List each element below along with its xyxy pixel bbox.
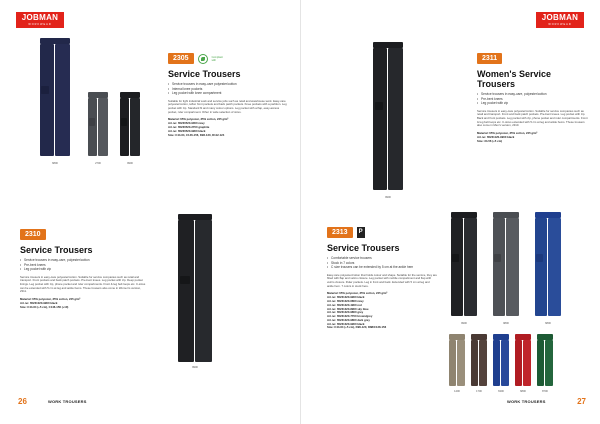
product-2310: [20, 228, 148, 309]
pant-2305-graphite: [88, 92, 108, 156]
product-specs: [20, 298, 148, 309]
sizes: Size: C44-64, C146-156, D96-120, D112-124: [168, 132, 225, 137]
pant-2313-red: [515, 334, 531, 386]
product-specs: [477, 132, 589, 143]
feature-list: [168, 82, 288, 96]
sizes: Size: C44-64 (+5 cm), C146-156 (+10): [20, 304, 69, 309]
brand-name: JOBMAN: [21, 13, 59, 22]
feature-list: [477, 92, 589, 106]
material: Material: 65% polyester, 35% cotton, 245 g/m²: [477, 131, 538, 136]
brand-tagline: WORKWEAR: [548, 23, 572, 26]
product-title: Service Trousers: [327, 243, 400, 253]
product-description: Service trousers in easy-care polyester/cotton. Suitable for service companies such as retail and transport. Front pockets and back patch pockets. Pre-bent knees. Leg pocket with zip. Deep pocket linings. Leg pocket with zip, phone pocket and ruler compartments. Front & leg belt loops etc. C-sizes can be extended with 5 cm at leg and ankle hems. These trousers also come in Women's version, 2311.: [20, 274, 146, 294]
product-code: 2305: [168, 53, 194, 64]
section-title: WORK TROUSERS: [507, 399, 546, 404]
feature-item: • Leg pocket with knee compartment: [168, 91, 288, 96]
variant-label: 1700: [476, 390, 482, 393]
pant-2313-royal: [493, 334, 509, 386]
variant-label: 8700: [542, 390, 548, 393]
product-code: 2311: [477, 53, 502, 64]
article-number: Art.no: 65231320-9800 dark grey: [327, 317, 370, 322]
product-2305: [168, 52, 288, 137]
pant-2305-black: [120, 92, 140, 156]
feature-item: • Pre-bent knees: [20, 263, 148, 268]
pant-2313-black: [451, 212, 477, 316]
variant-label: 1400: [454, 390, 460, 393]
product-code: 2310: [20, 229, 46, 240]
right-page: [300, 0, 600, 424]
variant-label: 6800: [520, 390, 526, 393]
product-description: Easy-care polyester/cotton that holds colour and shape. Suitable for the service, they are fitted with flap and velcro closure. Leg pocket with mobile compartment and flap with velcro closure. Ruler pockets. Leg in front and back. Extended with 5 cm at leg and ankle hem. 7 colors in stock here.: [327, 272, 437, 288]
product-2311: [477, 52, 589, 143]
section-title: WORK TROUSERS: [48, 399, 87, 404]
article-number: Art.no: 65231320-8900 sky blue: [327, 306, 369, 311]
variant-label: 2700: [95, 162, 101, 165]
feature-item: • Service trousers in easy-care polyester/cotton: [168, 82, 288, 87]
product-title: Service Trousers: [168, 69, 241, 79]
feature-list: [327, 256, 437, 270]
eco-label-icon: [198, 54, 208, 64]
article-number: Art.no: 65230520-9900 black: [168, 128, 206, 133]
product-badge: P: [357, 227, 365, 238]
article-number: Art.no: 65231320-9900 black: [327, 321, 365, 326]
feature-item: • Leg pocket with zip: [477, 101, 589, 106]
pant-2313-navy: [535, 212, 561, 316]
material: Material: 65% polyester, 35% cotton, 245 g/m²: [168, 117, 229, 122]
brand-name: JOBMAN: [541, 13, 579, 22]
sizes: Size: 34-56 (+5 cm): [477, 138, 503, 143]
product-code: 2313: [327, 227, 353, 238]
pant-2313-brown: [471, 334, 487, 386]
product-description: Suitable for light industrial work and service jobs such as retail and warehouse work. Easy-care polyester/cotton, teflon front pockets and back patch pockets. Knee pockets with a partition. Leg pocket with zip. Standard fit and many colour options. Leg pocket with a flap, easy-access pocket, ruler compartment. Other in wide selection of sizes.: [168, 98, 287, 114]
variant-label: 9900: [461, 322, 467, 325]
variant-label: 9800: [503, 322, 509, 325]
feature-item: • Pre-bent knees: [477, 97, 589, 102]
article-number: Art.no: 65231120-9900 black: [477, 134, 515, 139]
feature-item: • Stock in 7 colors: [327, 261, 437, 266]
brand-logo: [16, 12, 64, 28]
variant-label: 6300: [498, 390, 504, 393]
product-specs: [327, 292, 437, 330]
article-number: Art.no: 65231320-9900 black: [327, 295, 365, 300]
pant-2313-khaki: [449, 334, 465, 386]
feature-item: • Service trousers in easy-care, polyester/cotton: [20, 258, 148, 263]
sizes: Size: C44-64 (+5 cm), D96-120, D88/C128-156: [327, 325, 387, 330]
feature-item: • Service trousers in easy-care, polyester/cotton: [477, 92, 589, 97]
eco-label-text: Compliant with: [211, 55, 223, 62]
feature-item: • Internal knee pockets: [168, 87, 288, 92]
pant-2313-grey: [493, 212, 519, 316]
product-specs: [168, 118, 288, 137]
feature-item: • C size trousers can be extended by 5 cm at the ankle hem: [327, 265, 437, 270]
feature-item: • Leg pocket with zip: [20, 267, 148, 272]
pant-2313-green: [537, 334, 553, 386]
variant-label: 9900: [127, 162, 133, 165]
material: Material: 65% polyester, 35% cotton, 245 g/m²: [327, 291, 388, 296]
variant-label: 9900: [192, 366, 198, 369]
feature-list: [20, 258, 148, 272]
pant-2311-black: [373, 42, 403, 190]
pant-2310-black: [178, 214, 212, 362]
product-description: Service trousers in easy-care polyester/cotton. Suitable for service companies such as retail and transport. Front and back patch pockets. Pre-bent knees. Leg pocket with zip. Back and front pockets. Leg pocket with zip, phone pocket and ruler compartments. Front & leg belt loops etc. C-sizes extended with 5 cm at leg and ankle hems. These trousers also come in Men's version, 2310.: [477, 108, 588, 128]
variant-label: 9900: [385, 196, 391, 199]
article-number: Art.no: 65231320-7700 brown/grey: [327, 314, 373, 319]
product-title: Women's Service Trousers: [477, 69, 552, 89]
material: Material: 65% polyester, 35% cotton, 245 g/m²: [20, 297, 81, 302]
brand-tagline: WORKWEAR: [28, 23, 52, 26]
article-number: Art.no: 65230520-9000 navy: [168, 121, 205, 126]
variant-label: 6800: [52, 162, 58, 165]
brand-logo: [536, 12, 584, 28]
product-title: Service Trousers: [20, 245, 93, 255]
article-number: Art.no: 65231320-4900 red: [327, 302, 362, 307]
page-number: 27: [577, 397, 586, 406]
page-number: 26: [18, 397, 27, 406]
article-number: Art.no: 65230520-2700 graphite: [168, 124, 210, 129]
product-2313: [327, 226, 437, 330]
feature-item: • Comfortable service trousers: [327, 256, 437, 261]
pant-2305-navy-large: [40, 38, 70, 156]
article-number: Art.no: 65231320-9800 grey: [327, 310, 364, 315]
variant-label: 6800: [545, 322, 551, 325]
article-number: Art.no: 65231020-9900 black: [20, 300, 58, 305]
article-number: Art.no: 65231320-6800 navy: [327, 298, 364, 303]
